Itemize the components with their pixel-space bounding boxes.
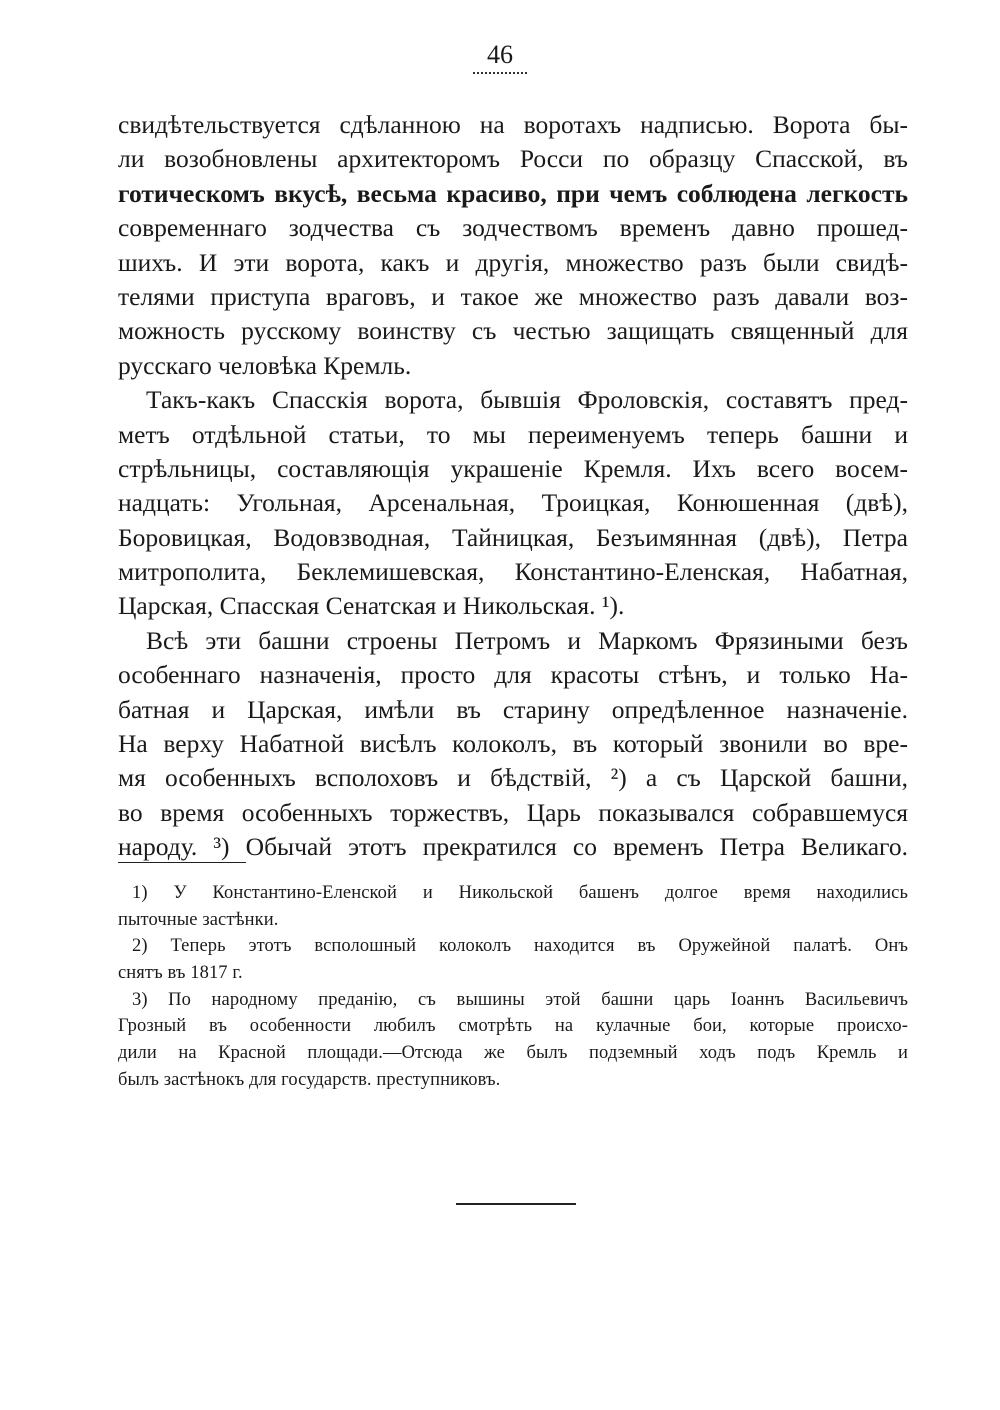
body-line: русскаго человѣка Кремль.: [118, 350, 412, 380]
footnote-line: 3) По народному преданію, съ вышины этой башни царь Іоаннъ Васильевичъ: [132, 989, 908, 1010]
footnotes: [118, 880, 908, 1094]
footnote-divider: [118, 862, 246, 863]
footnote-line: снятъ въ 1817 г.: [118, 963, 243, 984]
body-line: народу. ³) Обычай этотъ прекратился со временъ Петра Великаго.: [118, 832, 908, 862]
footnote-line: 1) У Константино-Еленской и Никольской башенъ долгое время находились: [132, 883, 908, 903]
footnote-line: былъ застѣнокъ для государств. преступниковъ.: [118, 1069, 501, 1090]
footnote-line: дили на Красной площади.—Отсюда же былъ подземный ходъ подъ Кремль и: [118, 1043, 908, 1064]
body-line: Всѣ эти башни строены Петромъ и Маркомъ Фрязиными безъ: [146, 625, 908, 655]
body-line: надцать: Угольная, Арсенальная, Троицкая, Конюшенная (двѣ),: [118, 488, 908, 518]
end-divider: [456, 1203, 576, 1205]
body-line: можность русскому воинству съ честью защищать священный для: [118, 316, 908, 346]
body-line: Боровицкая, Водовзводная, Тайницкая, Безъимянная (двѣ), Петра: [118, 522, 908, 552]
footnote-line: пыточные застѣнки.: [118, 909, 279, 930]
body-line: батная и Царская, имѣли въ старину опредѣленное назначеніе.: [118, 694, 908, 724]
body-line: телями приступа враговъ, и такое же множество разъ давали воз-: [118, 281, 908, 311]
body-line: Царская, Спасская Сенатская и Никольская. ¹).: [118, 591, 625, 621]
body-line: ли возобновлены архитекторомъ Росси по образцу Спасской, въ: [118, 144, 908, 174]
body-line: На верху Набатной висѣлъ колоколъ, въ который звонили во вре-: [118, 729, 908, 759]
body-line: шихъ. И эти ворота, какъ и другія, множество разъ были свидѣ-: [118, 247, 908, 277]
footnote-line: Грозный въ особенности любилъ смотрѣть на кулачные бои, которые происхо-: [118, 1016, 908, 1037]
body-line: готическомъ вкусѣ, весьма красиво, при чемъ соблюдена легкость: [118, 178, 908, 208]
body-line: стрѣльницы, составляющія украшеніе Кремля. Ихъ всего восем-: [118, 453, 908, 483]
body-line: свидѣтельствуется сдѣланною на воротахъ надписью. Ворота бы-: [118, 110, 908, 139]
page-number-text: 46: [473, 40, 527, 74]
body-line: современнаго зодчества съ зодчествомъ временъ давно прошед-: [118, 213, 908, 243]
main-text: [118, 108, 908, 865]
body-line: митрополита, Беклемишевская, Константино-Еленская, Набатная,: [118, 557, 908, 587]
footnote-line: 2) Теперь этотъ всполошный колоколъ находится въ Оружейной палатѣ. Онъ: [132, 936, 908, 957]
page-number: [0, 40, 1000, 74]
body-line: во время особенныхъ торжествъ, Царь показывался собравшемуся: [118, 797, 908, 827]
body-line: мя особенныхъ всполоховъ и бѣдствій, ²) а съ Царской башни,: [118, 763, 908, 793]
body-line: метъ отдѣльной статьи, то мы переименуемъ теперь башни и: [118, 419, 908, 449]
body-line: Такъ-какъ Спасскія ворота, бывшія Фроловскія, составятъ пред-: [146, 385, 908, 415]
body-line: особеннаго назначенія, просто для красоты стѣнъ, и только На-: [118, 660, 908, 690]
